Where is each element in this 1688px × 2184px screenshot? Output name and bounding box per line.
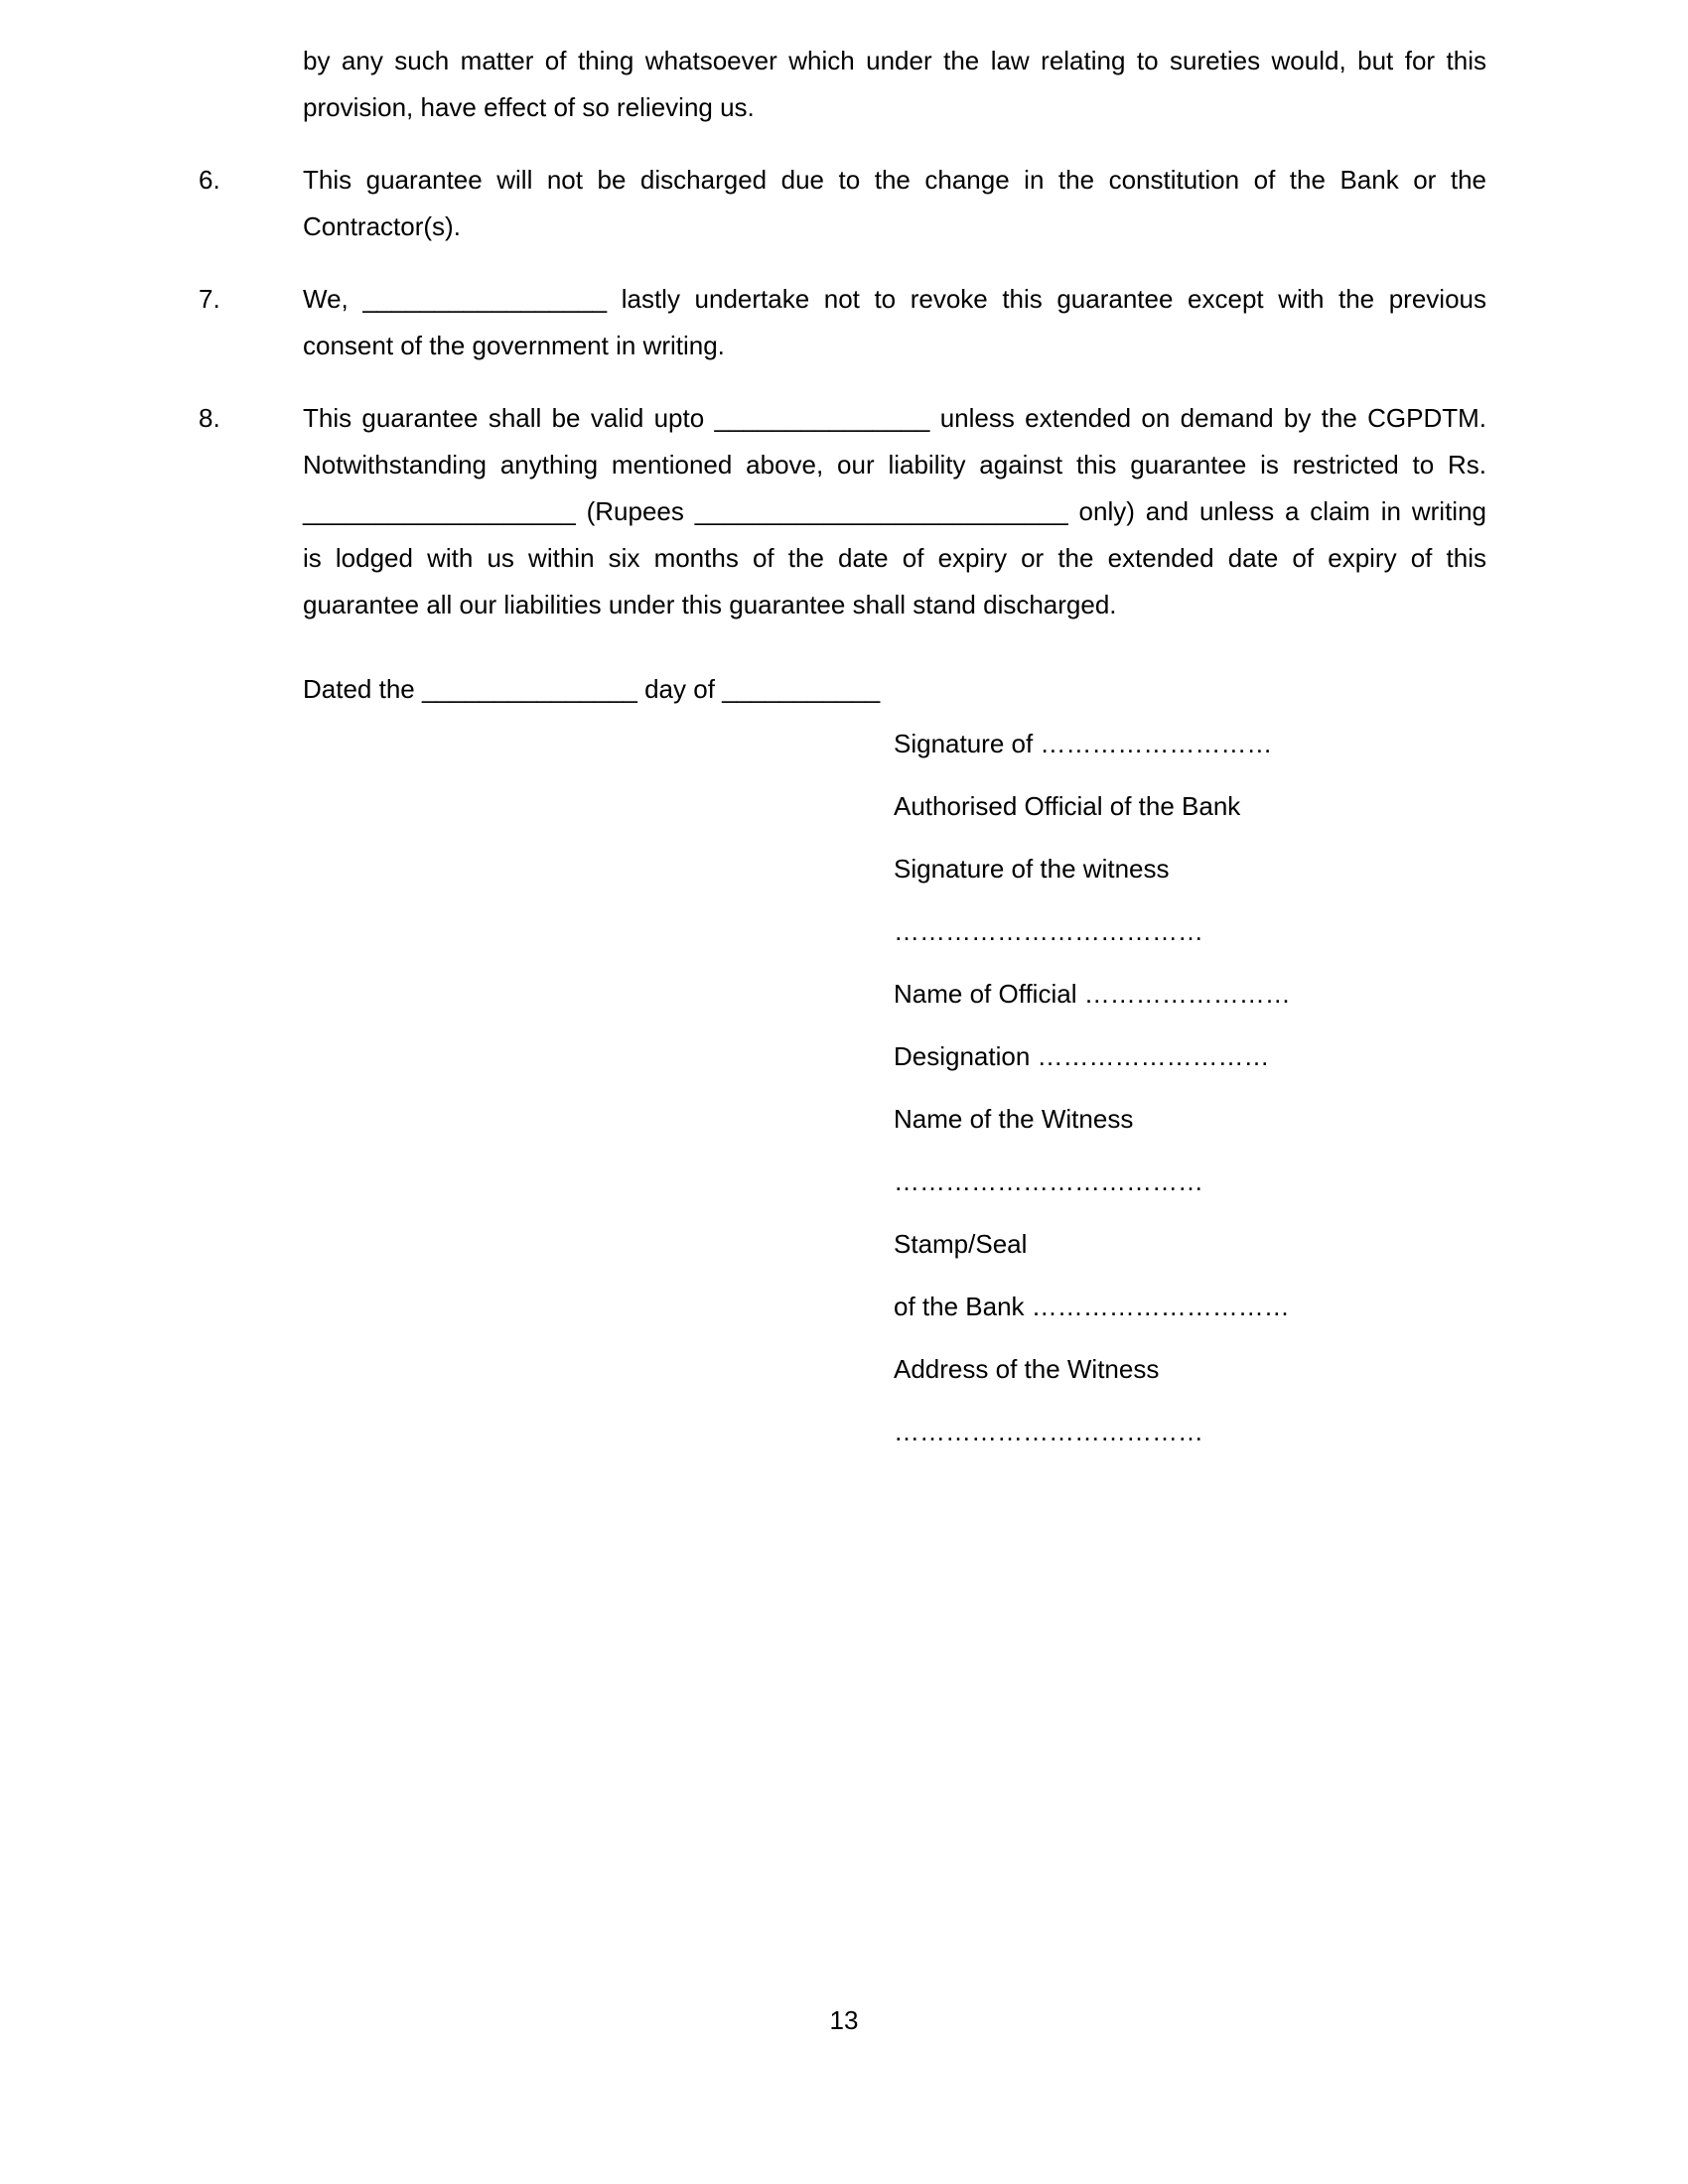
list-item-8 [199,395,1486,628]
list-item-text [303,276,1486,369]
signature-line: Signature of the witness [894,854,1170,884]
list-item-number: 6. [199,165,220,195]
signature-line: ……………………………… [894,1417,1203,1446]
signature-line: Authorised Official of the Bank [894,791,1241,821]
page-number: 13 [829,2005,859,2035]
signature-block [894,713,1486,1463]
list-item-number: 8. [199,403,220,433]
list-item-number: 7. [199,284,220,314]
signature-line: ……………………………… [894,916,1203,946]
paragraph-line: This guarantee will not be discharged due to the change in the constitution of the Bank or the [303,165,1486,195]
paragraph-line: guarantee all our liabilities under this guarantee shall stand discharged. [303,590,1117,619]
list-item-text [303,157,1486,250]
dated-line: Dated the _______________ day of ___________ [303,674,881,704]
signature-line: Signature of ……………………… [894,729,1273,758]
list-item-text [303,395,1486,628]
signature-line: Stamp/Seal [894,1229,1028,1259]
paragraph-line: We, _________________ lastly undertake not to revoke this guarantee except with the previous [303,284,1486,314]
signature-line: of the Bank ………………………… [894,1292,1290,1321]
paragraph-line: This guarantee shall be valid upto _______________ unless extended on demand by the CGPDTM. [303,403,1486,433]
intro-paragraph [303,38,1486,131]
paragraph-line: is lodged with us within six months of the date of expiry or the extended date of expiry of this [303,543,1486,573]
paragraph-line: consent of the government in writing. [303,331,725,360]
paragraph-line: Contractor(s). [303,211,461,241]
signature-line: Designation ……………………… [894,1041,1270,1071]
paragraph-line: Notwithstanding anything mentioned above, our liability against this guarantee is restricted to Rs. [303,450,1486,479]
signature-line: Address of the Witness [894,1354,1160,1384]
signature-line: Name of Official …………………… [894,979,1291,1009]
paragraph-line: by any such matter of thing whatsoever which under the law relating to sureties would, but for this [303,46,1486,75]
dated-line-wrap [303,666,1486,713]
paragraph-line: provision, have effect of so relieving us. [303,92,755,122]
paragraph-line: ___________________ (Rupees __________________________ only) and unless a claim in writing [303,496,1486,526]
signature-line: Name of the Witness [894,1104,1134,1134]
list-item-7 [199,276,1486,369]
list-item-6 [199,157,1486,250]
signature-line: ……………………………… [894,1166,1203,1196]
